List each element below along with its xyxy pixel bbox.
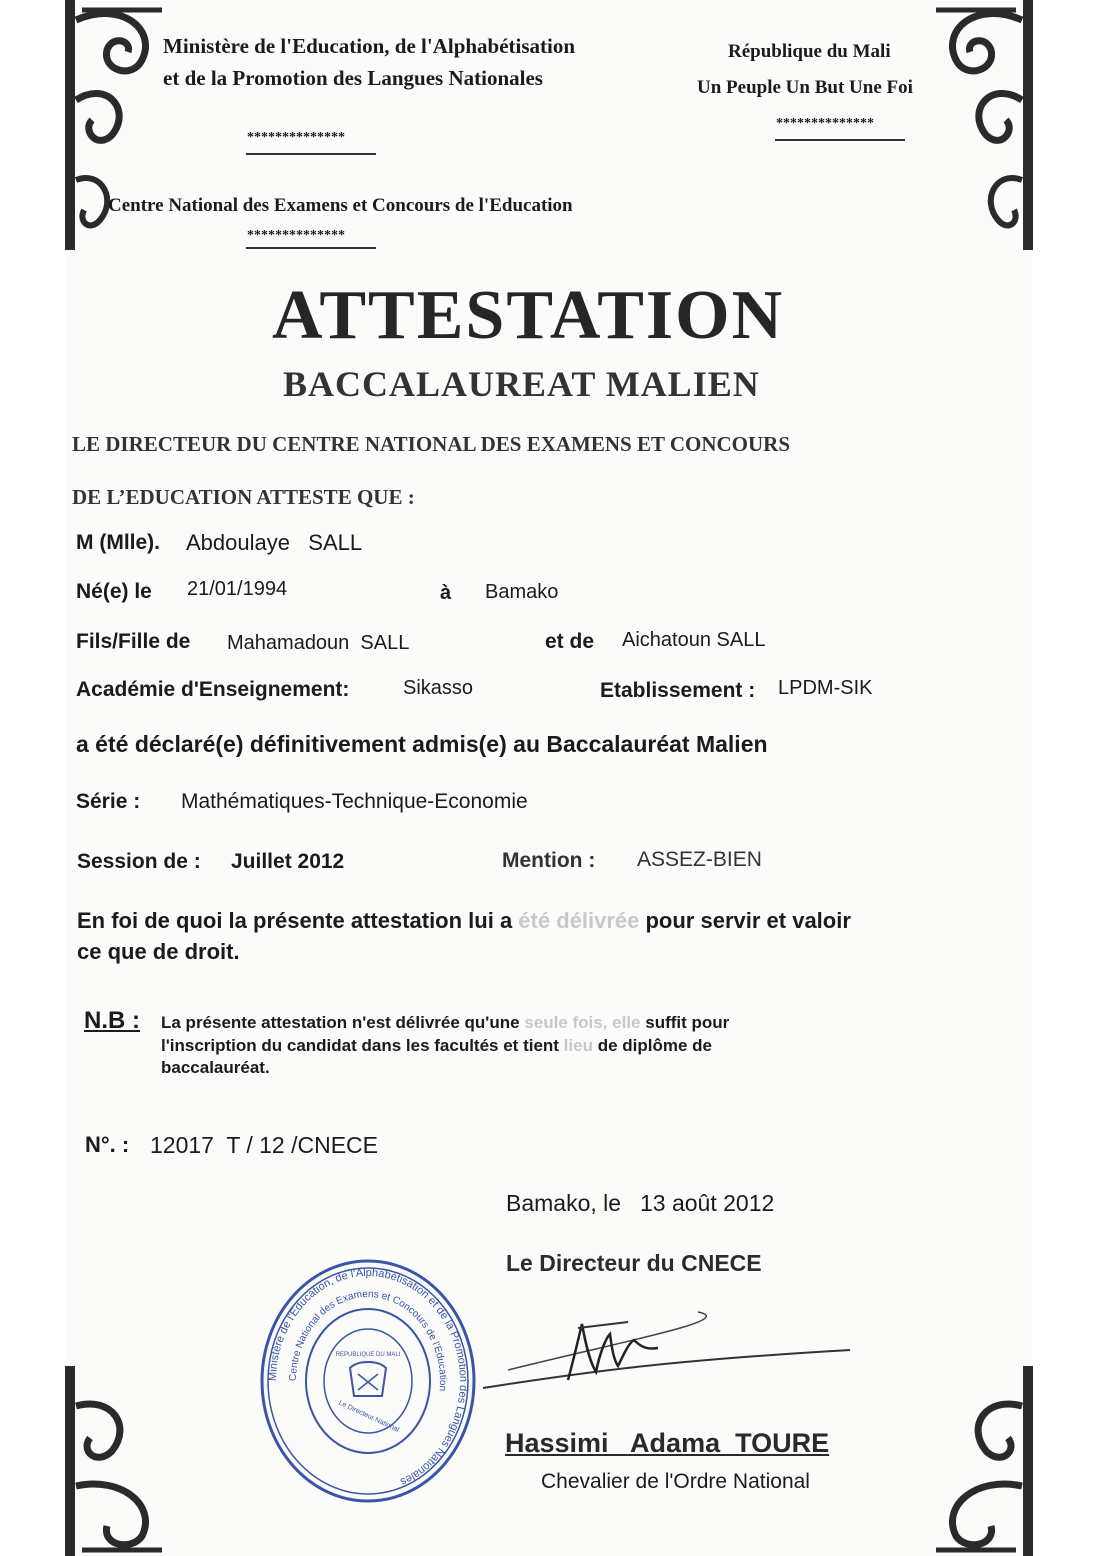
nb-label: N.B : bbox=[84, 1007, 140, 1034]
nb-line-1 bbox=[161, 1013, 729, 1033]
director-title: Le Directeur du CNECE bbox=[506, 1250, 762, 1276]
republic-title: République du Mali bbox=[728, 41, 891, 62]
nb-line-3: baccalauréat. bbox=[161, 1058, 270, 1077]
faith-text-a: En foi de quoi la présente attestation lui a bbox=[77, 908, 519, 933]
ministry-line-1: Ministère de l'Education, de l'Alphabétisation bbox=[163, 34, 576, 58]
scan-margin-right bbox=[1032, 0, 1100, 1556]
birth-date-label: Né(e) le bbox=[76, 580, 152, 603]
candidate-name: Abdoulaye SALL bbox=[186, 530, 363, 555]
ornament-top-left-icon bbox=[62, 0, 172, 260]
mention-label: Mention : bbox=[502, 849, 596, 872]
rule-centre bbox=[246, 247, 376, 249]
place-date-label: Bamako, le bbox=[506, 1190, 622, 1216]
faith-text-b: pour servir et valoir bbox=[639, 908, 851, 933]
school-value: LPDM-SIK bbox=[778, 677, 873, 699]
nb-l1-a: La présente attestation n'est délivrée qu'une bbox=[161, 1013, 525, 1032]
official-stamp-icon bbox=[258, 1256, 478, 1506]
stamp-outer-text: Ministère de l'Education, de l'Alphabétisation et de la Promotion des Langues Nationales bbox=[266, 1266, 470, 1488]
birth-date: 21/01/1994 bbox=[187, 578, 288, 600]
father-name: Mahamadoun SALL bbox=[227, 632, 410, 654]
name-label: M (Mlle). bbox=[76, 531, 160, 554]
number-value: 12017 T / 12 /CNECE bbox=[150, 1132, 379, 1158]
birth-place: Bamako bbox=[485, 581, 559, 603]
mother-label: et de bbox=[545, 630, 595, 653]
nb-line-2 bbox=[161, 1036, 712, 1056]
nb-l2-c: de diplôme de bbox=[592, 1036, 712, 1055]
stamp-inner-text: Centre National des Examens et Concours de l'Education bbox=[287, 1288, 449, 1392]
scan-margin-left bbox=[0, 0, 66, 1556]
admission-statement: a été déclaré(e) définitivement admis(e) au Baccalauréat Malien bbox=[76, 731, 768, 757]
signatory-name: Hassimi Adama TOURE bbox=[505, 1428, 830, 1458]
nb-l2-faded: lieu bbox=[563, 1036, 593, 1055]
signatory-title: Chevalier de l'Ordre National bbox=[541, 1470, 810, 1493]
intro-line-1: LE DIRECTEUR DU CENTRE NATIONAL DES EXAMENS ET CONCOURS bbox=[72, 432, 791, 456]
intro-line-2: DE L’EDUCATION ATTESTE QUE : bbox=[72, 485, 415, 509]
nb-l1-c: suffit pour bbox=[640, 1013, 730, 1032]
stars-divider-centre: ************** bbox=[247, 228, 345, 243]
signature-icon bbox=[478, 1300, 858, 1410]
rule-left bbox=[246, 153, 376, 155]
ornament-top-right-icon bbox=[932, 0, 1036, 260]
national-motto: Un Peuple Un But Une Foi bbox=[697, 77, 913, 98]
serie-label: Série : bbox=[76, 790, 141, 813]
document-title: ATTESTATION bbox=[272, 277, 785, 354]
mention-value: ASSEZ-BIEN bbox=[637, 848, 762, 871]
stars-divider-right: ************** bbox=[776, 116, 874, 131]
nb-l1-faded: seule fois, elle bbox=[524, 1013, 641, 1032]
birth-place-label: à bbox=[440, 582, 452, 604]
place-date-value: 13 août 2012 bbox=[640, 1190, 775, 1216]
nb-l2-a: l'inscription du candidat dans les facultés et tient bbox=[161, 1036, 564, 1055]
stamp-center-bottom: Le Directeur National bbox=[337, 1399, 400, 1434]
number-label: N°. : bbox=[85, 1132, 130, 1157]
stars-divider-left: ************** bbox=[247, 130, 345, 145]
session-label: Session de : bbox=[77, 850, 201, 873]
faith-text-faded: été délivrée bbox=[518, 908, 640, 933]
ministry-line-2: et de la Promotion des Langues Nationales bbox=[163, 66, 543, 90]
exam-centre-title: Centre National des Examens et Concours de l'Education bbox=[108, 195, 573, 216]
mother-name: Aichatoun SALL bbox=[622, 629, 766, 651]
academy-value: Sikasso bbox=[403, 677, 474, 699]
svg-text:Centre National des Examens et bbox=[288, 1289, 448, 1392]
rule-right bbox=[775, 139, 905, 141]
academy-label: Académie d'Enseignement: bbox=[76, 678, 350, 701]
faith-line-2: ce que de droit. bbox=[77, 939, 240, 964]
stamp-center-top: REPUBLIQUE DU MALI bbox=[335, 1352, 401, 1358]
parents-label: Fils/Fille de bbox=[76, 630, 191, 653]
faith-line-1 bbox=[77, 908, 851, 934]
school-label: Etablissement : bbox=[600, 679, 756, 702]
session-value: Juillet 2012 bbox=[231, 850, 345, 873]
document-subtitle: BACCALAUREAT MALIEN bbox=[283, 364, 760, 404]
serie-value: Mathématiques-Technique-Economie bbox=[181, 790, 528, 813]
ornament-bottom-left-icon bbox=[62, 1366, 172, 1556]
ornament-bottom-right-icon bbox=[932, 1366, 1036, 1556]
